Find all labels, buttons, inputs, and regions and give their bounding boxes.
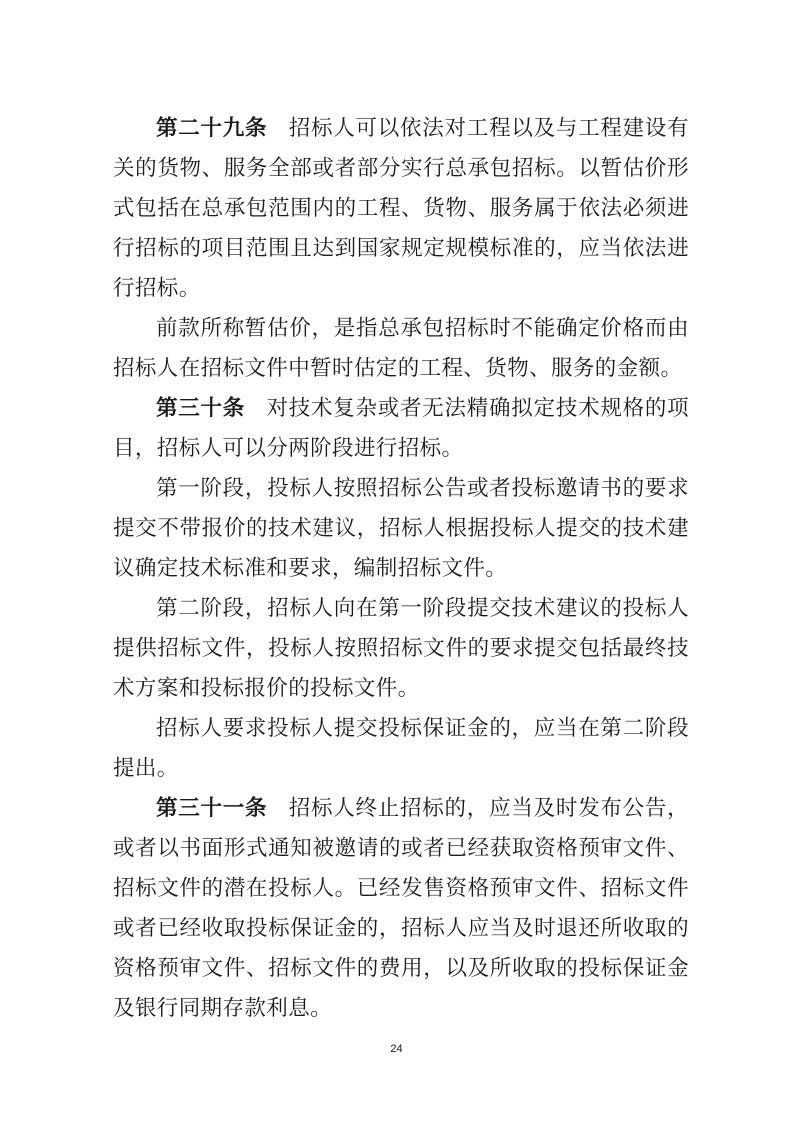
- page-number: 24: [390, 1043, 403, 1055]
- article-number: 第三十一条: [156, 796, 268, 821]
- paragraph-article-31: [113, 789, 689, 1029]
- paragraph-article-29: [113, 109, 689, 309]
- paragraph-second-stage: [113, 589, 689, 709]
- article-number: 第二十九条: [156, 116, 268, 141]
- paragraph-text: 招标人可以依法对工程以及与工程建设有关的货物、服务全部或者部分实行总承包招标。以暂估价形式包括在总承包范围内的工程、货物、服务属于依法必须进行招标的项目范围且达到国家规定规模标准的，应当依法进行招标。: [113, 116, 689, 301]
- paragraph-text: 招标人终止招标的，应当及时发布公告，或者以书面形式通知被邀请的或者已经获取资格预审文件、招标文件的潜在投标人。已经发售资格预审文件、招标文件或者已经收取投标保证金的，招标人应当及时退还所收取的资格预审文件、招标文件的费用，以及所收取的投标保证金及银行同期存款利息。: [113, 796, 689, 1021]
- paragraph-text: 招标人要求投标人提交投标保证金的，应当在第二阶段提出。: [113, 716, 689, 781]
- paragraph-text: 第二阶段，招标人向在第一阶段提交技术建议的投标人提供招标文件，投标人按照招标文件的要求提交包括最终技术方案和投标报价的投标文件。: [113, 596, 689, 701]
- paragraph-text: 前款所称暂估价，是指总承包招标时不能确定价格而由招标人在招标文件中暂时估定的工程、货物、服务的金额。: [113, 316, 689, 381]
- paragraph-provisional-price-definition: [113, 309, 689, 389]
- paragraph-text: 第一阶段，投标人按照招标公告或者投标邀请书的要求提交不带报价的技术建议，招标人根据投标人提交的技术建议确定技术标准和要求，编制招标文件。: [113, 476, 689, 581]
- paragraph-text: 对技术复杂或者无法精确拟定技术规格的项目，招标人可以分两阶段进行招标。: [113, 396, 689, 461]
- document-body: [113, 109, 689, 1029]
- article-number: 第三十条: [156, 396, 246, 421]
- paragraph-bid-bond: [113, 709, 689, 789]
- paragraph-first-stage: [113, 469, 689, 589]
- paragraph-article-30: [113, 389, 689, 469]
